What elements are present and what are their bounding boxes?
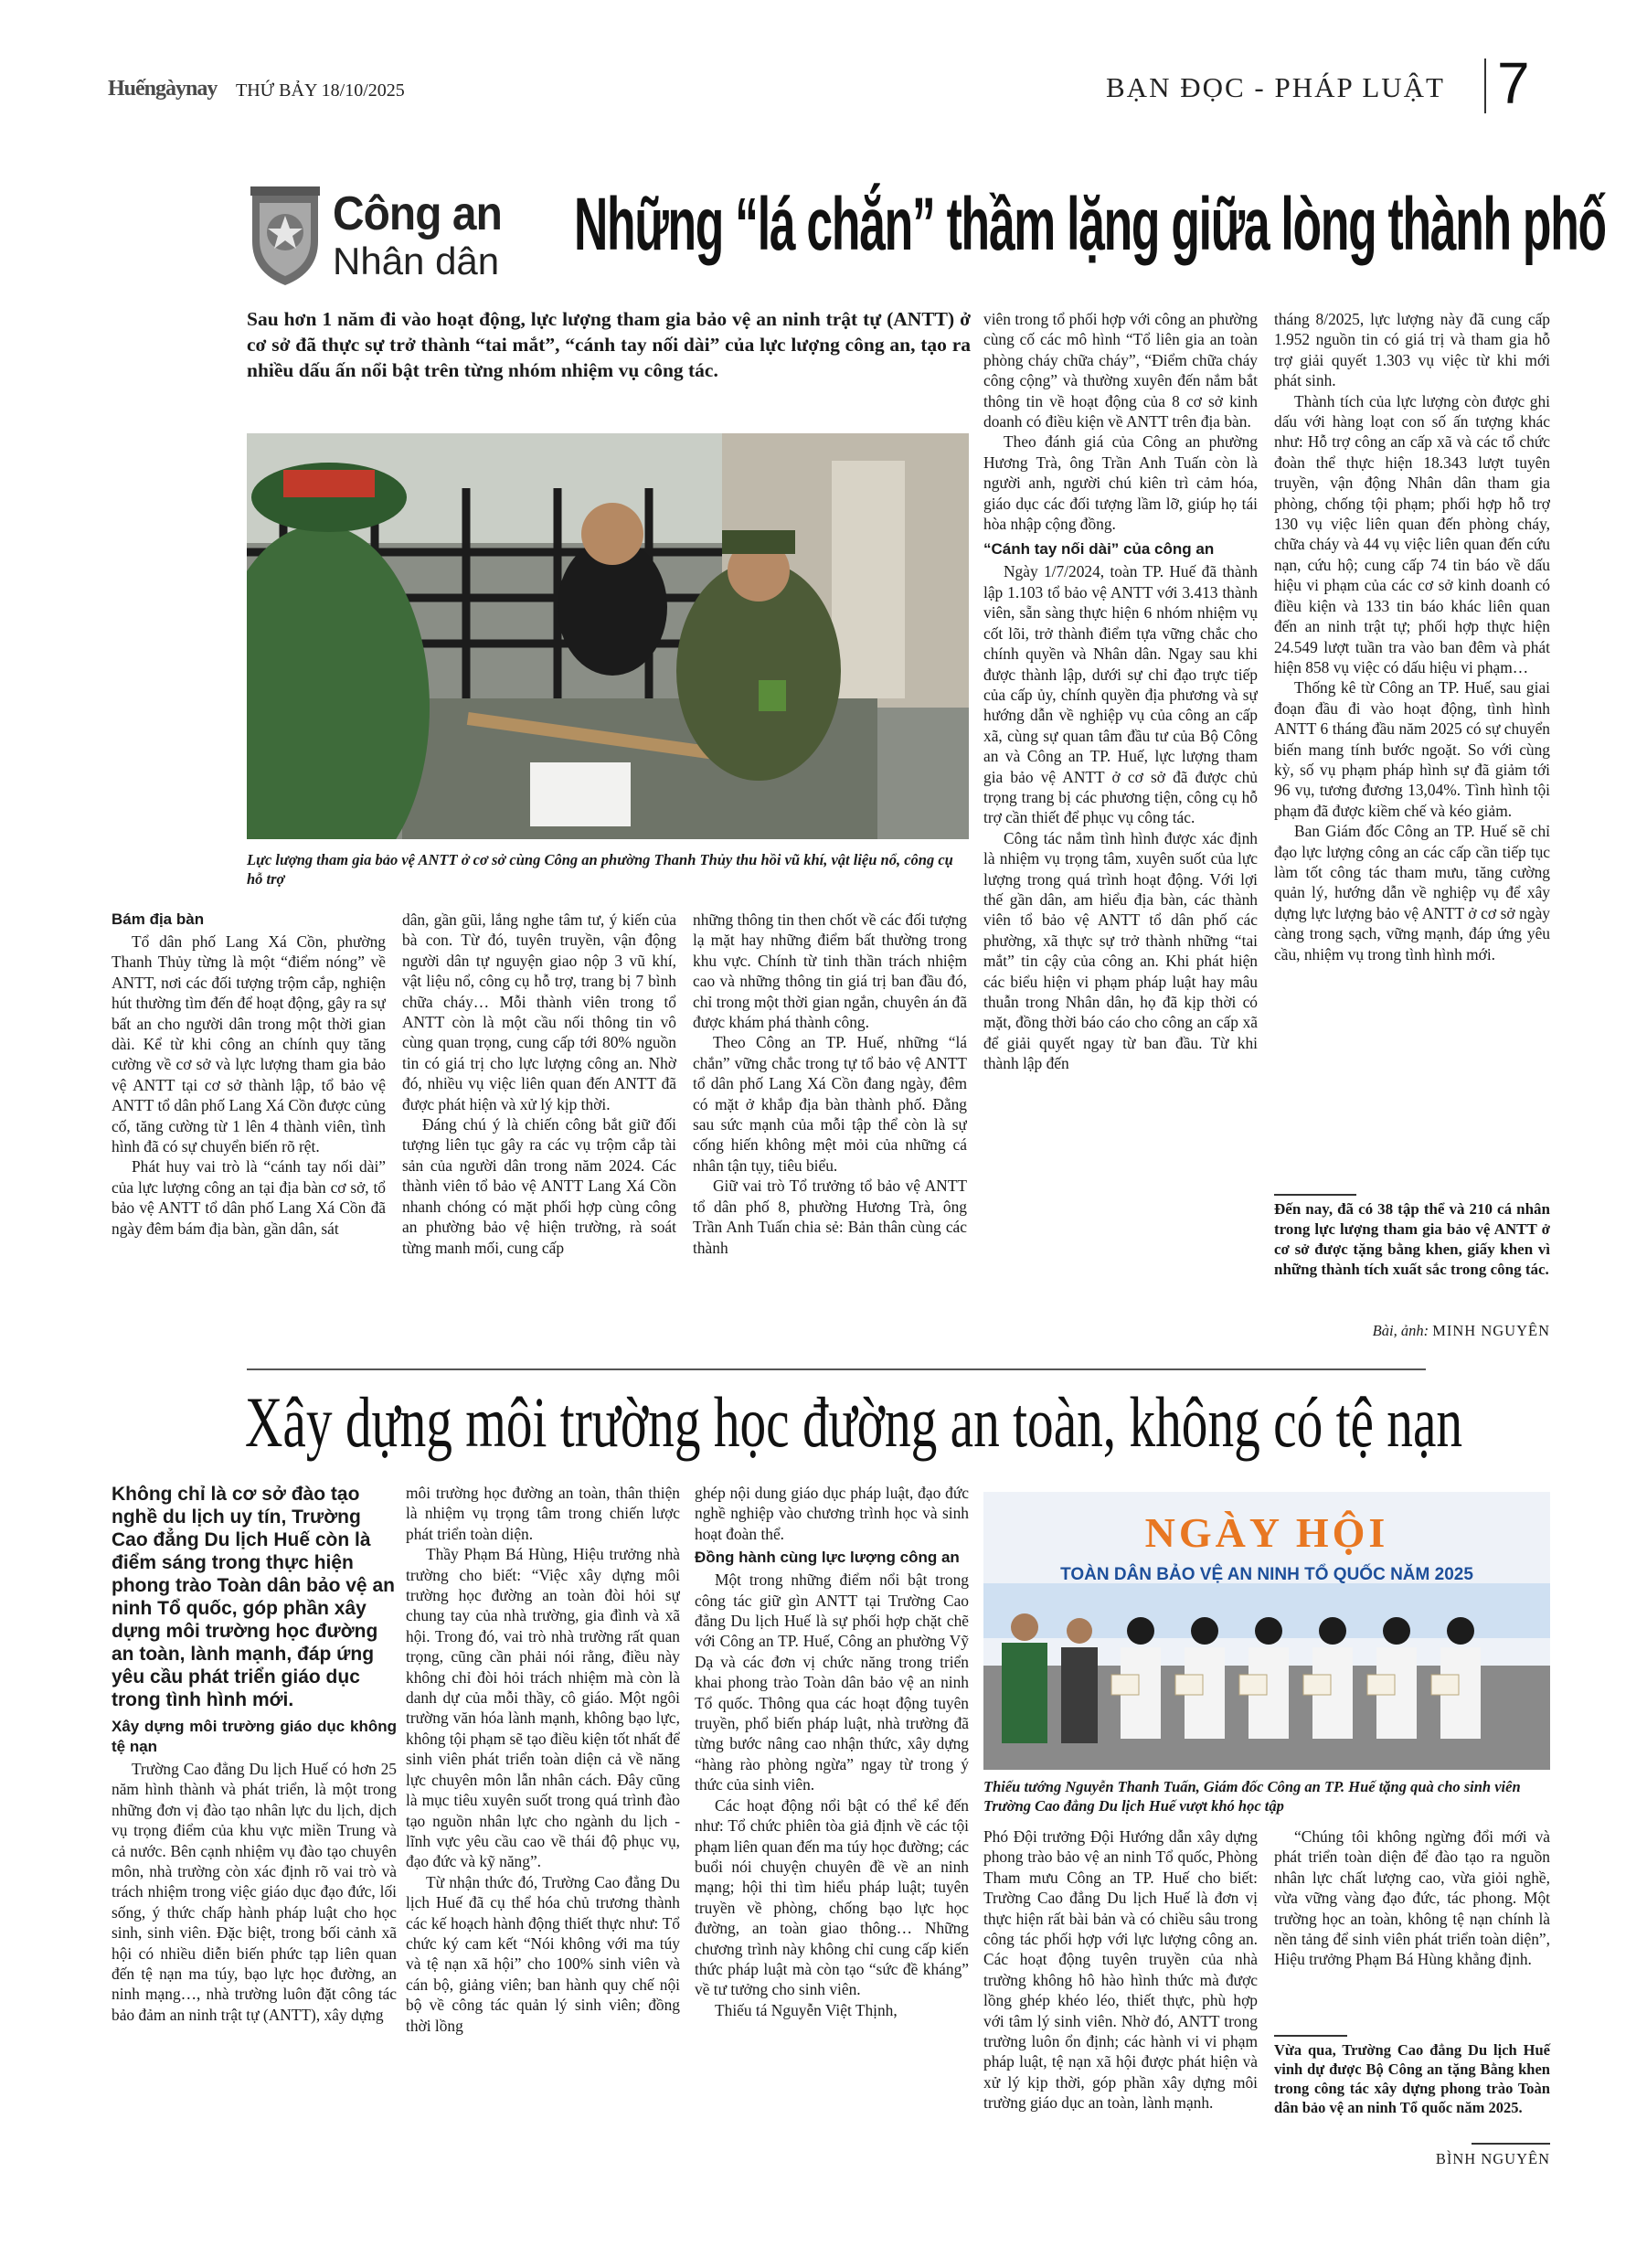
photo-banner-subtitle: TOÀN DÂN BẢO VỆ AN NINH TỔ QUỐC NĂM 2025 [1060, 1565, 1473, 1584]
article2-paragraph: môi trường học đường an toàn, thân thiện là nhiệm vụ trọng tâm trong chiến lược phát triển toàn diện. [406, 1484, 680, 1543]
masthead-text: Huếngàynay [108, 77, 218, 101]
article1-paragraph: Ngày 1/7/2024, toàn TP. Huế đã thành lập 1.103 tổ bảo vệ ANTT với 3.413 thành viên, sẵn sàng thực hiện 6 nhóm nhiệm vụ cốt lõi, trở thành điểm tựa vững chắc cho chính quyền và Nhân dân. Ngay sau khi được thành lập, dưới sự chỉ đạo trực tiếp của cấp ủy, chính quyền địa phương và sự hướng dẫn về nghiệp vụ của công an cấp xã, cùng sự quan tâm đầu tư của Bộ Công an và Công an TP. Huế, lực lượng tham gia bảo vệ ANTT ở cơ sở đã được chủ trọng trang bị các phương tiện, công cụ hỗ trợ cần thiết để phục vụ công tác. [983, 562, 1258, 827]
article2-paragraph: Phó Đội trưởng Đội Hướng dẫn xây dựng phong trào bảo vệ an ninh Tổ quốc, Phòng Tham mưu Công an TP. Huế cho biết: Trường Cao đẳng Du lịch Huế là đơn vị thực hiện rất bài bản và có chiều sâu trong công tác phối hợp với lực lượng công an. Các hoạt động tuyên truyền của nhà trường không hô hào hình thức mà được lồng ghép khéo léo, thiết thực, phù hợp với tâm lý sinh viên. Nhờ đó, ANTT trong trường luôn ổn định; các hành vi vi phạm pháp luật, tệ nạn xã hội được phát hiện và xử lý kịp thời, góp phần xây dựng môi trường giáo dục an toàn, lành mạnh. [983, 1827, 1258, 2113]
byline-prefix: Bài, ảnh: [1372, 1322, 1429, 1339]
article2-photo-caption: Thiếu tướng Nguyễn Thanh Tuấn, Giám đốc Công an TP. Huế tặng quà cho sinh viên Trường Cao đẳng Du lịch Huế vượt khó học tập [983, 1778, 1521, 1815]
article1-paragraph: Phát huy vai trò là “cánh tay nối dài” của lực lượng công an tại địa bàn cơ sở, tổ bảo vệ ANTT tổ dân phố Lang Xá Cồn đã ngày đêm bám địa bàn, gần dân, sát [112, 1157, 386, 1238]
article2-note-rule [1274, 2035, 1347, 2037]
article1-paragraph: Tổ dân phố Lang Xá Cồn, phường Thanh Thủy từng là một “điểm nóng” về ANTT, nơi các đối tượng trộm cắp, nghiện hút thường tìm đến để hoạt động, gây ra sự bất an cho người dân trong một thời gian dài. Kể từ khi công an chính quy tăng cường về cơ sở và lực lượng tham gia bảo vệ ANTT tại cơ sở thành lập, tổ bảo vệ ANTT tổ dân phố Lang Xá Cồn được củng cố, tăng cường từ 1 lên 4 thành viên, tình hình đã có sự chuyển biến rõ rệt. [112, 932, 386, 1156]
article2-note: Vừa qua, Trường Cao đẳng Du lịch Huế vinh dự được Bộ Công an tặng Bằng khen trong công tác xây dựng phong trào Toàn dân bảo vệ an ninh Tổ quốc năm 2025. [1274, 2041, 1550, 2116]
article2-paragraph: ghép nội dung giáo dục pháp luật, đạo đức nghề nghiệp vào chương trình học và sinh hoạt đoàn thể. [695, 1484, 969, 1543]
article1-note: Đến nay, đã có 38 tập thể và 210 cá nhân trong lực lượng tham gia bảo vệ ANTT ở cơ sở được tặng bằng khen, giấy khen vì những thành tích xuất sắc trong công tác. [1274, 1200, 1550, 1278]
masthead-logo [108, 77, 217, 101]
police-badge [245, 181, 519, 289]
article1-paragraph: Công tác nắm tình hình được xác định là nhiệm vụ trọng tâm, xuyên suốt của lực lượng trong quá trình hoạt động. Với lợi thế gần dân, am hiểu địa bàn, các thành viên tổ bảo vệ ANTT tổ dân phố các phường, xã thực sự trở thành những “tai mắt” tin cậy của công an. Khi phát hiện các biểu hiện vi phạm pháp luật hay mâu thuẫn trong Nhân dân, họ đã kịp thời có mặt, đồng thời báo cáo cho công an cấp xã để giải quyết ngay từ ban đầu. Từ khi thành lập đến [983, 828, 1258, 1073]
article2-paragraph: Các hoạt động nổi bật có thể kể đến như: Tổ chức phiên tòa giả định về các tội phạm liên quan đến ma túy học đường; các buổi nói chuyện chuyên đề về an ninh mạng; hội thi tìm hiểu pháp luật; tuyên truyền về phòng, chống bạo lực học đường, an toàn giao thông… Những chương trình này không chỉ cung cấp kiến thức pháp luật mà còn tạo “sức đề kháng” về tư tưởng cho sinh viên. [695, 1795, 969, 1999]
article1-paragraph: Đáng chú ý là chiến công bắt giữ đối tượng liên tục gây ra các vụ trộm cắp tài sản của người dân trong năm 2024. Các thành viên tổ bảo vệ ANTT Lang Xá Cồn nhanh chóng có mặt phối hợp cùng công an phường bảo vệ hiện trường, rà soát từng manh mối, cung cấp [402, 1115, 676, 1257]
article2-lead: Không chỉ là cơ sở đào tạo nghề du lịch uy tín, Trường Cao đẳng Du lịch Huế còn là điểm sáng trong thực hiện phong trào Toàn dân bảo vệ an ninh Tổ quốc, góp phần xây dựng môi trường học đường an toàn, lành mạnh, đáp ứng yêu cầu phát triển giáo dục trong tình hình mới. [112, 1484, 395, 1710]
article1-lead: Sau hơn 1 năm đi vào hoạt động, lực lượng tham gia bảo vệ an ninh trật tự (ANTT) ở cơ sở đã thực sự trở thành “tai mắt”, “cánh tay nối dài” của lực lượng công an, tạo ra nhiều dấu ấn nổi bật trên từng nhóm nhiệm vụ công tác. [247, 308, 971, 381]
article2-paragraph: Thầy Phạm Bá Hùng, Hiệu trưởng nhà trường cho biết: “Việc xây dựng môi trường học đường an toàn đòi hỏi sự chung tay của nhà trường, gia đình và xã hội. Trong đó, vai trò nhà trường rất quan trọng, cũng cần phải nói rằng, điều này không chỉ đòi hỏi trách nhiệm mà còn là danh dự của mỗi thầy, cô giáo. Một ngôi trường văn hóa lành mạnh, không bạo lực, không tội phạm sẽ tạo điều kiện tốt nhất để sinh viên phát triển toàn diện cả về năng lực chuyên môn lẫn nhân cách. Đây cũng là mục tiêu xuyên suốt trong quá trình đào tạo nguồn nhân lực cho ngành du lịch - lĩnh vực yêu cầu cao về thái độ phục vụ, đạo đức và kỹ năng”. [406, 1545, 680, 1871]
byline-name: MINH NGUYÊN [1432, 1322, 1550, 1339]
article2-paragraph: “Chúng tôi không ngừng đổi mới và phát triển toàn diện để đào tạo ra nguồn nhân lực chất lượng cao, vừa giỏi nghề, vừa vững vàng đạo đức, tác phong. Một trường học an toàn, không tệ nạn chính là nền tảng để sinh viên phát triển toàn diện”, Hiệu trưởng Phạm Bá Hùng khẳng định. [1274, 1827, 1550, 1969]
article2-paragraph: Một trong những điểm nổi bật trong công tác giữ gìn ANTT tại Trường Cao đẳng Du lịch Huế là sự phối hợp chặt chẽ với Công an TP. Huế, Công an phường Vỹ Dạ và các đơn vị chức năng trong triển khai phong trào Toàn dân bảo vệ an ninh Tổ quốc. Thông qua các hoạt động tuyên truyền, phổ biến pháp luật, nhà trường đã từng bước nâng cao nhận thức, xây dựng “hàng rào phòng ngừa” ngay từ trong ý thức của sinh viên. [695, 1571, 969, 1794]
badge-line1: Công an [333, 187, 502, 240]
article2-column-2 [406, 1483, 680, 2232]
article1-paragraph: Thành tích của lực lượng còn được ghi dấu với hàng loạt con số ấn tượng khác như: Hỗ trợ công an cấp xã và các tổ chức đoàn thể thực hiện 18.343 lượt tuyên truyền, vận động Nhân dân tham gia phòng, chống tội phạm; phối hợp hỗ trợ 130 vụ việc liên quan đến phòng cháy, chữa cháy và 44 vụ việc liên quan đến cứu nạn, cứu hộ; cung cấp 74 tin báo về dấu hiệu vi phạm của các cơ sở kinh doanh có điều kiện và 133 tin báo khác liên quan đến an ninh trật tự; phối hợp thực hiện 24.549 lượt tuần tra vào ban đêm và phát hiện 858 vụ việc có dấu hiệu vi phạm… [1274, 391, 1550, 676]
article2-paragraph: Trường Cao đẳng Du lịch Huế có hơn 25 năm hình thành và phát triển, là một trong những đơn vị đào tạo nhân lực du lịch, dịch vụ trọng điểm của khu vực miền Trung và cả nước. Bên cạnh nhiệm vụ đào tạo chuyên môn, nhà trường còn xác định rõ vai trò và trách nhiệm trong việc giáo dục đạo đức, lối sống, ý thức chấp hành pháp luật cho học sinh, sinh viên. Đặc biệt, trong bối cảnh xã hội có nhiều diễn biến phức tạp liên quan đến tệ nạn ma túy, bạo lực học đường, an ninh mạng…, nhà trường luôn đặt công tác bảo đảm an ninh trật tự (ANTT), xây dựng [112, 1760, 397, 2024]
article2-column-4 [983, 1826, 1258, 2232]
police-emblem-icon [245, 185, 325, 287]
article2-column-5 [1274, 1826, 1550, 2028]
photo-banner-title: NGÀY HỘI [1144, 1509, 1389, 1556]
article2-byline: BÌNH NGUYÊN [1435, 2150, 1550, 2167]
article1-paragraph: dân, gần gũi, lắng nghe tâm tư, ý kiến của bà con. Từ đó, tuyên truyền, vận động người dân tự nguyện giao nộp 3 vũ khí, vật liệu nổ, công cụ hỗ trợ, trang bị 7 bình chữa cháy… Mỗi thành viên trong tổ ANTT còn là một cầu nối thông tin vô cùng quan trọng, cung cấp tới 80% nguồn tin có giá trị cho lực lượng công an. Nhờ đó, nhiều vụ việc liên quan đến ANTT đã được phát hiện và xử lý kịp thời. [402, 910, 676, 1113]
article1-column-4 [983, 309, 1258, 1355]
article1-column-2 [402, 910, 676, 1355]
article2-subheading-2: Đồng hành cùng lực lượng công an [695, 1549, 960, 1567]
article2-title: Xây dựng môi trường học đường an toàn, không có tệ nạn [245, 1382, 1463, 1462]
article1-subheading-2: “Cánh tay nối dài” của công an [983, 540, 1215, 559]
article1-paragraph: viên trong tổ phối hợp với công an phường cùng cố các mô hình “Tổ liên gia an toàn phòng cháy chữa cháy”, “Điểm chữa cháy công cộng” và thường xuyên đến nắm bắt thông tin về hoạt động của 8 cơ sở kinh doanh có điều kiện về ANTT trên địa bàn. [983, 310, 1258, 431]
article1-photo [247, 433, 969, 839]
article1-column-5 [1274, 309, 1550, 1223]
article-separator [247, 1368, 1426, 1370]
article1-title: Những “lá chắn” thầm lặng giữa lòng thành phố [574, 183, 1606, 266]
section-title: BẠN ĐỌC - PHÁP LUẬT [1106, 71, 1445, 103]
article2-photo [983, 1492, 1550, 1770]
header-divider [1484, 59, 1486, 113]
article2-byline-rule [1472, 2143, 1550, 2145]
article1-paragraph: Giữ vai trò Tổ trưởng tổ bảo vệ ANTT tổ dân phố 8, phường Hương Trà, ông Trần Anh Tuấn chia sẻ: Bản thân cùng các thành [693, 1177, 967, 1257]
article1-paragraph: tháng 8/2025, lực lượng này đã cung cấp 1.952 nguồn tin có giá trị và tham gia hỗ trợ giải quyết 1.303 vụ việc từ khi mới phát sinh. [1274, 310, 1550, 390]
article1-paragraph: Theo đánh giá của Công an phường Hương Trà, ông Trần Anh Tuấn còn là người anh, người chú kiên trì cảm hóa, giáo dục các đối tượng lầm lỡ, giúp họ tái hòa nhập cộng đồng. [983, 432, 1258, 534]
article1-paragraph: Ban Giám đốc Công an TP. Huế sẽ chỉ đạo lực lượng công an các cấp cần tiếp tục làm tốt công tác tham mưu, tăng cường quản lý, hướng dẫn về nghiệp vụ để xây dựng lực lượng bảo vệ ANTT ở cơ sở ngày càng trong sạch, vững mạnh, đáp ứng yêu cầu, nhiệm vụ trong tình hình mới. [1274, 822, 1550, 964]
article1-photo-caption: Lực lượng tham gia bảo vệ ANTT ở cơ sở cùng Công an phường Thanh Thủy thu hồi vũ khí, vật liệu nổ, công cụ hỗ trợ [247, 851, 953, 888]
article1-column-3 [693, 910, 967, 1355]
article2-paragraph: Thiếu tá Nguyễn Việt Thịnh, [715, 2000, 898, 2019]
article1-paragraph: những thông tin then chốt về các đối tượng lạ mặt hay những điểm bất thường trong khu vực. Chính từ tinh thần trách nhiệm cao và những thông tin giá trị ban đầu đó, chỉ trong một thời gian ngắn, chuyên án đã được khám phá thành công. [693, 910, 967, 1032]
issue-date: THỨ BẢY 18/10/2025 [236, 80, 405, 101]
photo-scene-police [247, 433, 969, 839]
article1-note-rule [1274, 1194, 1356, 1196]
article2-paragraph: Từ nhận thức đó, Trường Cao đẳng Du lịch Huế đã cụ thể hóa chủ trương thành các kế hoạch hành động thiết thực như: Tổ chức ký cam kết “Nói không với ma túy và tệ nạn xã hội” cho 100% sinh viên và cán bộ, giảng viên; ban hành quy chế nội bộ về công tác quản lý sinh viên; đồng thời lồng [406, 1872, 680, 2035]
page-number: 7 [1497, 50, 1530, 116]
article1-column-1 [112, 910, 386, 1355]
badge-line2: Nhân dân [333, 240, 500, 282]
article2-column-1 [112, 1483, 397, 2232]
article1-byline [1274, 1322, 1550, 1340]
article2-column-3 [695, 1483, 969, 2232]
article1-paragraph: Thống kê từ Công an TP. Huế, sau giai đoạn đầu đi vào hoạt động, tình hình ANTT 6 tháng đầu năm 2025 có sự chuyển biến mang tính bước ngoặt. So với cùng kỳ, số vụ phạm pháp hình sự đã giảm tới 96 vụ, tương đương 13,04%. Tình hình tội phạm đã được kiềm chế và kéo giảm. [1274, 678, 1550, 820]
article1-subheading-1: Bám địa bàn [112, 910, 205, 928]
article2-subheading-1: Xây dựng môi trường giáo dục không tệ nạn [112, 1718, 397, 1755]
article1-paragraph: Theo Công an TP. Huế, những “lá chắn” vững chắc trong tự tổ bảo vệ ANTT tổ dân phố Lang Xá Cồn đang ngày, đêm có mặt ở khắp địa bàn thành phố. Đằng sau sức mạnh của mỗi tập thể còn là sự cống hiến không mệt mỏi của những cá nhân tận tụy, tiêu biểu. [693, 1033, 967, 1175]
